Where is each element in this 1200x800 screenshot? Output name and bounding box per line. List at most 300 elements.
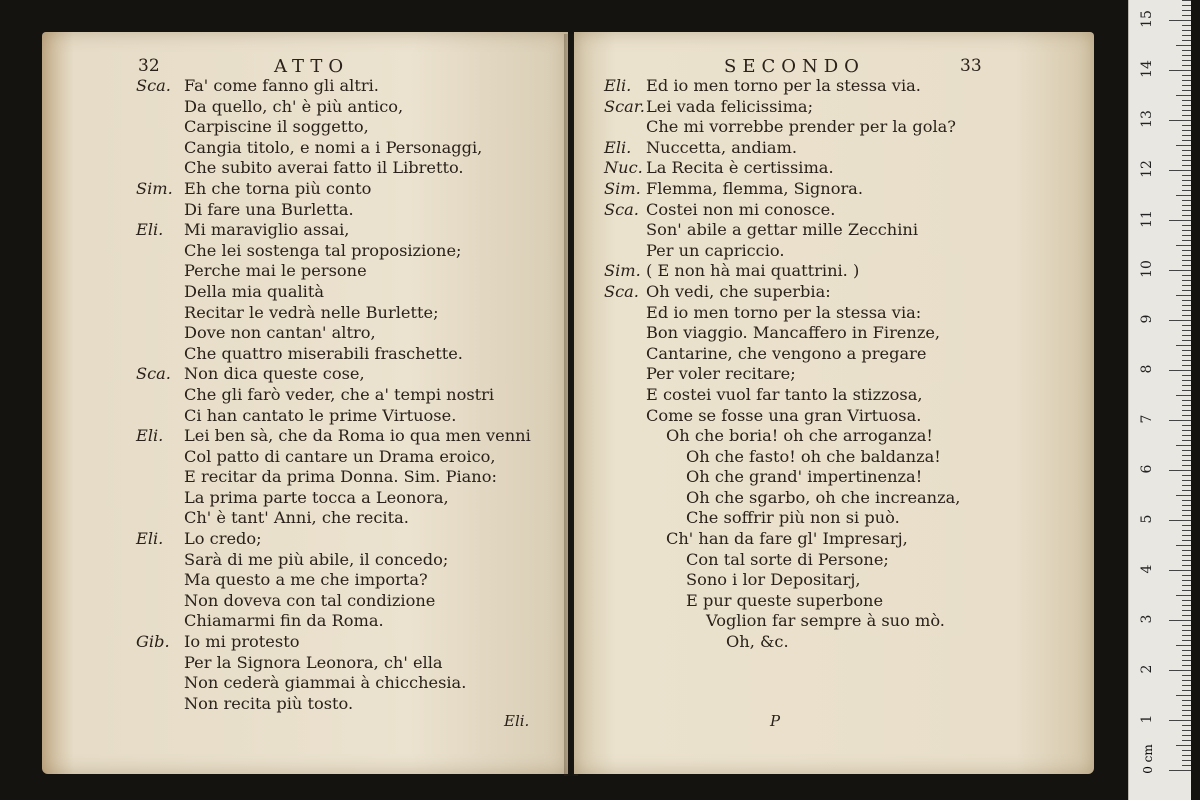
verse-text: Cantarine, che vengono a pregare [646,343,927,363]
verse-line [42,488,568,509]
ruler-tick [1182,25,1191,26]
ruler-tick [1182,400,1191,401]
ruler-tick [1182,215,1191,216]
ruler-tick [1182,365,1191,366]
verse-text: Ed io men torno per la stessa via: [646,302,922,322]
ruler-label: 13 [1139,110,1155,128]
speaker-label: Sca. [604,199,639,219]
ruler-tick [1169,420,1191,421]
ruler-tick [1182,310,1191,311]
verse-text: Flemma, flemma, Signora. [646,178,863,198]
ruler-tick [1182,230,1191,231]
ruler-tick [1176,145,1191,146]
ruler-tick [1182,665,1191,666]
ruler-label: 10 [1139,260,1155,278]
ruler-tick [1182,705,1191,706]
verse-line [42,611,568,632]
verse-line [574,406,1094,427]
ruler-tick [1182,510,1191,511]
verse-line [42,508,568,529]
ruler-label: 6 [1139,464,1155,474]
verse-line [574,179,1094,200]
verse-line [42,406,568,427]
speaker-label: Sim. [604,261,641,281]
ruler-tick [1182,290,1191,291]
ruler-tick [1182,240,1191,241]
ruler-tick [1182,415,1191,416]
ruler-tick [1176,345,1191,346]
ruler-tick [1169,120,1191,121]
ruler-tick [1182,450,1191,451]
ruler-tick [1176,245,1191,246]
ruler-tick [1182,740,1191,741]
verse-text: Ma questo a me che importa? [184,570,428,590]
ruler-tick [1182,480,1191,481]
verse-text: Non cederà giammai à chicchesia. [184,673,467,693]
ruler-tick [1182,225,1191,226]
ruler-tick [1182,255,1191,256]
verse-text: Oh, &c. [726,632,789,652]
ruler-tick [1169,470,1191,471]
ruler-tick [1182,65,1191,66]
ruler-tick [1176,695,1191,696]
verse-text: Recitar le vedrà nelle Burlette; [184,302,439,322]
verse-text: Carpiscine il soggetto, [184,117,369,137]
verse-line [574,467,1094,488]
ruler-tick [1182,60,1191,61]
ruler-label: 14 [1139,60,1155,78]
verse-line [42,200,568,221]
verse-line [42,447,568,468]
ruler-tick [1182,490,1191,491]
ruler-tick [1169,670,1191,671]
ruler-tick [1182,275,1191,276]
speaker-label: Sca. [604,281,639,301]
verse-line [42,570,568,591]
ruler-tick [1182,655,1191,656]
ruler-tick [1182,660,1191,661]
ruler-tick [1182,85,1191,86]
ruler-tick [1182,340,1191,341]
verse-line [42,694,568,715]
verse-text: Oh vedi, che superbia: [646,281,831,301]
ruler-label: 3 [1139,614,1155,624]
ruler-tick [1182,475,1191,476]
ruler-tick [1182,750,1191,751]
verse-line [42,138,568,159]
ruler-tick [1182,100,1191,101]
ruler-tick [1182,605,1191,606]
verse-line [42,426,568,447]
ruler-tick [1182,550,1191,551]
ruler-tick [1182,690,1191,691]
speaker-label: Sim. [604,178,641,198]
verse-text: Sarà di me più abile, il concedo; [184,549,449,569]
ruler-tick [1182,435,1191,436]
speaker-label: Gib. [136,632,170,652]
ruler-tick [1182,710,1191,711]
ruler-tick [1182,765,1191,766]
verse-text: Nuccetta, andiam. [646,137,798,157]
verse-text: Chiamarmi fin da Roma. [184,611,384,631]
ruler-tick [1182,590,1191,591]
ruler-tick [1182,330,1191,331]
ruler-tick [1182,15,1191,16]
ruler-tick [1182,635,1191,636]
ruler-tick [1182,455,1191,456]
ruler-tick [1182,80,1191,81]
speaker-label: Sca. [136,364,171,384]
verse-text: Sono i lor Depositarj, [686,570,861,590]
ruler-tick [1182,205,1191,206]
ruler-tick [1182,110,1191,111]
ruler-tick [1182,35,1191,36]
ruler-tick [1182,535,1191,536]
verse-line [42,158,568,179]
verse-text: Da quello, ch' è più antico, [184,96,404,116]
verse-line [574,508,1094,529]
measuring-ruler [1128,0,1191,800]
verse-line [42,323,568,344]
ruler-tick [1169,20,1191,21]
verse-line [574,303,1094,324]
verse-line [42,653,568,674]
verse-text: Col patto di cantare un Drama eroico, [184,446,496,466]
verse-line [42,282,568,303]
ruler-tick [1169,320,1191,321]
ruler-tick [1176,495,1191,496]
ruler-tick [1182,250,1191,251]
verse-text: Che subito averai fatto il Libretto. [184,158,464,178]
ruler-label: 7 [1139,414,1155,424]
verse-text: Per un capriccio. [646,240,785,260]
ruler-tick [1182,565,1191,566]
verse-line [574,529,1094,550]
verse-line [574,117,1094,138]
ruler-tick [1182,50,1191,51]
verse-line [574,344,1094,365]
ruler-tick [1182,555,1191,556]
ruler-tick [1182,285,1191,286]
verse-line [574,97,1094,118]
ruler-tick [1182,540,1191,541]
verse-text: Cangia titolo, e nomi a i Personaggi, [184,137,483,157]
ruler-tick [1169,370,1191,371]
ruler-tick [1182,650,1191,651]
ruler-tick [1176,45,1191,46]
verse-text: Non dica queste cose, [184,364,365,384]
ruler-tick [1169,620,1191,621]
verse-line [574,282,1094,303]
ruler-tick [1182,685,1191,686]
ruler-tick [1182,280,1191,281]
ruler-tick [1176,95,1191,96]
verse-text: Della mia qualità [184,281,324,301]
verse-line [574,570,1094,591]
verse-text: Son' abile a gettar mille Zecchini [646,220,919,240]
verse-text: Ed io men torno per la stessa via. [646,76,921,95]
verse-line [574,241,1094,262]
ruler-tick [1182,405,1191,406]
verse-line [42,303,568,324]
verse-text: Costei non mi conosce. [646,199,836,219]
ruler-label: 12 [1139,160,1155,178]
ruler-tick [1169,520,1191,521]
ruler-tick [1169,720,1191,721]
verse-text: E costei vuol far tanto la stizzosa, [646,384,923,404]
verse-line [42,529,568,550]
page-number: 33 [960,56,982,76]
ruler-tick [1169,70,1191,71]
verse-text: Ch' è tant' Anni, che recita. [184,508,409,528]
ruler-tick [1182,390,1191,391]
ruler-tick [1182,460,1191,461]
ruler-tick [1182,335,1191,336]
verse-line [42,591,568,612]
ruler-tick [1169,270,1191,271]
ruler-tick [1182,615,1191,616]
verse-text: Oh che grand' impertinenza! [686,467,923,487]
ruler-tick [1182,200,1191,201]
ruler-tick [1176,395,1191,396]
verse-text: Oh che boria! oh che arroganza! [666,426,933,446]
ruler-tick [1182,30,1191,31]
verse-line [42,385,568,406]
speaker-label: Nuc. [604,158,643,178]
speaker-label: Sca. [136,76,171,95]
verse-text: Mi maraviglio assai, [184,220,350,240]
ruler-tick [1176,295,1191,296]
verse-lines [574,76,1094,653]
ruler-label: 2 [1139,664,1155,674]
verse-text: La Recita è certissima. [646,158,834,178]
speaker-label: Sim. [136,178,173,198]
verse-text: Per la Signora Leonora, ch' ella [184,652,443,672]
ruler-tick [1169,220,1191,221]
verse-line [42,76,568,97]
page-number: 32 [138,56,160,76]
ruler-tick [1182,190,1191,191]
ruler-tick [1182,75,1191,76]
ruler-tick [1182,585,1191,586]
verse-line [574,158,1094,179]
verse-line [42,241,568,262]
ruler-tick [1182,115,1191,116]
ruler-tick [1176,595,1191,596]
ruler-tick [1182,430,1191,431]
verse-text: Voglion far sempre à suo mò. [706,611,945,631]
verse-text: Fa' come fanno gli altri. [184,76,379,95]
ruler-tick [1182,315,1191,316]
verse-text: Ci han cantato le prime Virtuose. [184,405,457,425]
verse-text: Dove non cantan' altro, [184,323,376,343]
ruler-tick [1182,185,1191,186]
ruler-tick [1182,305,1191,306]
ruler-tick [1182,735,1191,736]
ruler-tick [1182,160,1191,161]
speaker-label: Eli. [136,426,164,446]
verse-line [574,632,1094,653]
ruler-tick [1182,515,1191,516]
ruler-tick [1182,180,1191,181]
ruler-tick [1176,645,1191,646]
verse-text: Con tal sorte di Persone; [686,549,889,569]
verse-line [574,550,1094,571]
verse-line [574,138,1094,159]
ruler-tick [1182,700,1191,701]
ruler-tick [1182,580,1191,581]
speaker-label: Eli. [136,529,164,549]
ruler-tick [1182,385,1191,386]
ruler-tick [1182,150,1191,151]
ruler-tick [1182,560,1191,561]
ruler-tick [1182,715,1191,716]
ruler-tick [1182,525,1191,526]
ruler-tick [1182,680,1191,681]
verse-text: Che quattro miserabili fraschette. [184,343,463,363]
ruler-tick [1182,375,1191,376]
ruler-label: 9 [1139,314,1155,324]
ruler-tick [1182,440,1191,441]
verse-line [574,385,1094,406]
verse-line [574,200,1094,221]
ruler-label: 5 [1139,514,1155,524]
verse-line [42,550,568,571]
verse-line [42,97,568,118]
verse-line [42,220,568,241]
catchword: Eli. [504,712,530,730]
ruler-tick [1182,640,1191,641]
ruler-tick [1182,530,1191,531]
ruler-tick [1182,265,1191,266]
verse-text: Che lei sostenga tal proposizione; [184,240,462,260]
ruler-tick [1182,610,1191,611]
ruler-label: 15 [1139,10,1155,28]
ruler-label: 4 [1139,564,1155,574]
ruler-tick [1182,55,1191,56]
verse-line [574,261,1094,282]
ruler-tick [1182,175,1191,176]
ruler-unit: 0 cm [1140,744,1155,774]
ruler-tick [1182,235,1191,236]
running-head: ATTO [274,56,350,77]
ruler-tick [1182,500,1191,501]
verse-text: E recitar da prima Donna. Sim. Piano: [184,467,497,487]
verse-text: Oh che sgarbo, oh che increanza, [686,487,961,507]
ruler-tick [1182,725,1191,726]
ruler-tick [1169,570,1191,571]
ruler-tick [1182,600,1191,601]
ruler-tick [1176,195,1191,196]
ruler-tick [1182,355,1191,356]
ruler-tick [1182,485,1191,486]
ruler-tick [1182,90,1191,91]
verse-line [574,611,1094,632]
ruler-tick [1182,105,1191,106]
verse-line [574,447,1094,468]
verse-text: Lei vada felicissima; [646,96,814,116]
verse-line [42,632,568,653]
speaker-label: Eli. [604,137,632,157]
ruler-tick [1182,0,1191,1]
ruler-tick [1182,755,1191,756]
ruler-label: 11 [1139,210,1155,228]
catchword: P [770,712,781,730]
ruler-tick [1182,675,1191,676]
verse-text: Non recita più tosto. [184,693,354,713]
verse-line [574,488,1094,509]
verse-text: Eh che torna più conto [184,178,372,198]
ruler-tick [1182,130,1191,131]
ruler-label: 8 [1139,364,1155,374]
ruler-tick [1182,5,1191,6]
ruler-tick [1182,425,1191,426]
verse-text: Che gli farò veder, che a' tempi nostri [184,384,495,404]
verse-text: Per voler recitare; [646,364,796,384]
verse-text: Perche mai le persone [184,261,367,281]
ruler-tick [1182,155,1191,156]
verse-line [574,323,1094,344]
ruler-tick [1182,410,1191,411]
ruler-tick [1182,40,1191,41]
ruler-tick [1182,575,1191,576]
ruler-tick [1182,325,1191,326]
verse-line [574,591,1094,612]
left-page [42,32,568,774]
verse-text: Bon viaggio. Mancaffero in Firenze, [646,323,941,343]
verse-text: Non doveva con tal condizione [184,590,436,610]
ruler-tick [1182,760,1191,761]
speaker-label: Scar. [604,96,645,116]
ruler-tick [1182,135,1191,136]
verse-line [42,344,568,365]
verse-line [42,261,568,282]
ruler-tick [1182,125,1191,126]
verse-line [42,364,568,385]
verse-line [42,467,568,488]
verse-text: Ch' han da fare gl' Impresarj, [666,529,908,549]
verse-line [42,117,568,138]
verse-text: Che mi vorrebbe prender per la gola? [646,117,956,137]
ruler-tick [1182,210,1191,211]
verse-line [574,426,1094,447]
ruler-tick [1182,140,1191,141]
verse-text: Lei ben sà, che da Roma io qua men venni [184,426,531,446]
ruler-tick [1176,545,1191,546]
ruler-tick [1182,350,1191,351]
ruler-tick [1182,380,1191,381]
ruler-tick [1169,170,1191,171]
ruler-tick [1182,730,1191,731]
verse-text: Che soffrir più non si può. [686,508,900,528]
verse-text: Di fare una Burletta. [184,199,354,219]
ruler-tick [1182,10,1191,11]
verse-lines [42,76,568,714]
verse-text: La prima parte tocca a Leonora, [184,487,449,507]
right-page [574,32,1094,774]
verse-line [42,179,568,200]
ruler-tick [1182,630,1191,631]
ruler-tick [1182,260,1191,261]
speaker-label: Eli. [136,220,164,240]
verse-text: Io mi protesto [184,632,300,652]
ruler-tick [1182,165,1191,166]
verse-line [574,76,1094,97]
ruler-label: 1 [1139,714,1155,724]
verse-text: Lo credo; [184,529,262,549]
verse-line [574,220,1094,241]
ruler-tick [1182,625,1191,626]
